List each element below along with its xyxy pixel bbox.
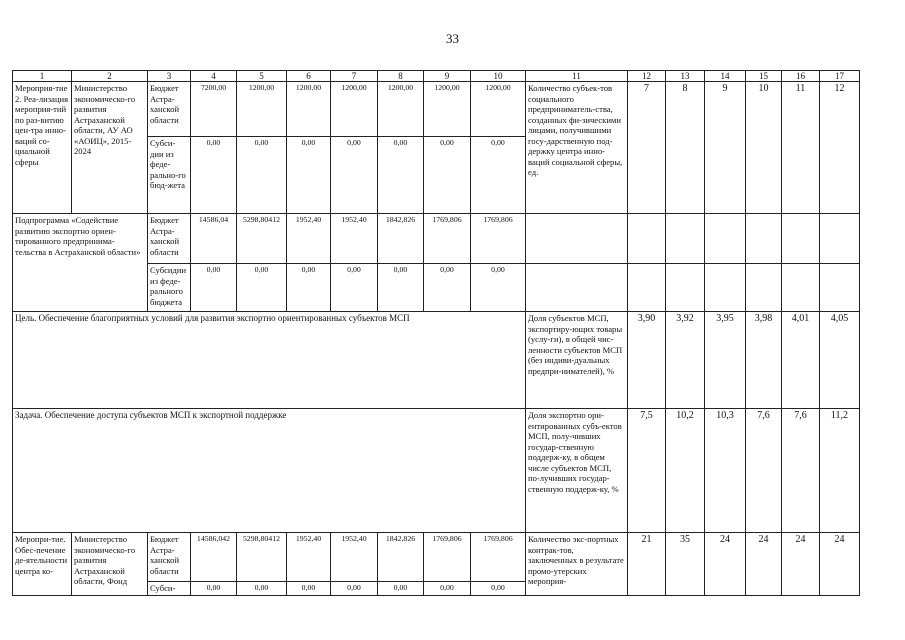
- amount-cell: 0,00: [331, 137, 378, 214]
- header-cell: 17: [820, 71, 860, 82]
- header-cell: 12: [628, 71, 666, 82]
- empty-cell: [746, 264, 782, 312]
- amount-cell: 0,00: [471, 264, 526, 312]
- header-cell: 7: [331, 71, 378, 82]
- amount-cell: 0,00: [424, 582, 471, 596]
- event-executor: Министерство экономическо-го развития Астраханской области, Фонд: [72, 533, 148, 596]
- target-value: 7: [628, 82, 666, 214]
- header-cell: 13: [666, 71, 705, 82]
- amount-cell: 1952,40: [331, 533, 378, 582]
- amount-cell: 0,00: [378, 137, 424, 214]
- amount-cell: 5298,80412: [237, 214, 287, 264]
- header-cell: 6: [287, 71, 331, 82]
- amount-cell: 1769,806: [471, 533, 526, 582]
- event-name: Мероприя-тие 2. Реа-лизация мероприя-тий по раз-витию цен-тра инно-ваций со-циальной сферы: [13, 82, 72, 214]
- subprogram-name: Подпрограмма «Содействие развитию экспортно ориен-тированного предпринима-тельства в Астраханской области»: [13, 214, 148, 312]
- empty-cell: [526, 264, 628, 312]
- header-cell: 8: [378, 71, 424, 82]
- target-value: 24: [746, 533, 782, 596]
- amount-cell: 0,00: [378, 582, 424, 596]
- amount-cell: 0,00: [237, 264, 287, 312]
- amount-cell: 1769,806: [424, 533, 471, 582]
- target-value: 9: [705, 82, 746, 214]
- header-row: [13, 71, 860, 82]
- goal-text: Цель. Обеспечение благоприятных условий для развития экспортно ориентированных субъектов МСП: [13, 312, 526, 409]
- amount-cell: 0,00: [287, 137, 331, 214]
- target-value: 24: [820, 533, 860, 596]
- target-value: 7,6: [782, 409, 820, 533]
- empty-cell: [820, 264, 860, 312]
- header-cell: 4: [191, 71, 237, 82]
- header-cell: 1: [13, 71, 72, 82]
- amount-cell: 1842,826: [378, 214, 424, 264]
- target-value: 3,98: [746, 312, 782, 409]
- indicator-text: Доля экспортно ори-ентированных субъ-ектов МСП, полу-чивших государ-ственную поддерж-ку, в общем числе субъектов МСП, по-лучивших государ-ственную поддерж-ку, %: [526, 409, 628, 533]
- header-cell: 2: [72, 71, 148, 82]
- amount-cell: 0,00: [237, 582, 287, 596]
- event2-row-regional: [13, 82, 860, 137]
- funding-source: Субсидии из феде-рального бюджета: [148, 264, 191, 312]
- funding-source: Субси-дии из феде-рально-го бюд-жета: [148, 137, 191, 214]
- empty-cell: [628, 264, 666, 312]
- task-text: Задача. Обеспечение доступа субъектов МСП к экспортной поддержке: [13, 409, 526, 533]
- amount-cell: 0,00: [424, 264, 471, 312]
- target-value: 12: [820, 82, 860, 214]
- empty-cell: [782, 214, 820, 264]
- amount-cell: 1200,00: [237, 82, 287, 137]
- target-value: 3,95: [705, 312, 746, 409]
- amount-cell: 0,00: [471, 582, 526, 596]
- amount-cell: 1769,806: [471, 214, 526, 264]
- header-cell: 9: [424, 71, 471, 82]
- subprogram-row-regional: [13, 214, 860, 264]
- header-cell: 14: [705, 71, 746, 82]
- empty-cell: [705, 264, 746, 312]
- target-value: 7,6: [746, 409, 782, 533]
- target-value: 3,92: [666, 312, 705, 409]
- amount-cell: 0,00: [471, 137, 526, 214]
- task-row: [13, 409, 860, 533]
- target-value: 10: [746, 82, 782, 214]
- target-value: 4,01: [782, 312, 820, 409]
- target-value: 11,2: [820, 409, 860, 533]
- target-value: 3,90: [628, 312, 666, 409]
- target-value: 24: [782, 533, 820, 596]
- amount-cell: 1200,00: [331, 82, 378, 137]
- empty-cell: [705, 214, 746, 264]
- target-value: 4,05: [820, 312, 860, 409]
- amount-cell: 0,00: [287, 264, 331, 312]
- goal-row: [13, 312, 860, 409]
- amount-cell: 0,00: [191, 582, 237, 596]
- amount-cell: 7200,00: [191, 82, 237, 137]
- header-cell: 5: [237, 71, 287, 82]
- target-value: 10,3: [705, 409, 746, 533]
- amount-cell: 0,00: [378, 264, 424, 312]
- empty-cell: [628, 214, 666, 264]
- indicator-text: Доля субъектов МСП, экспортиру-ющих товары (услу-ги), в общей чис-ленности субъектов МСП (без индиви-дуальных предпри-нимателей), %: [526, 312, 628, 409]
- amount-cell: 14586,042: [191, 533, 237, 582]
- header-cell: 3: [148, 71, 191, 82]
- amount-cell: 0,00: [237, 137, 287, 214]
- amount-cell: 0,00: [287, 582, 331, 596]
- target-value: 10,2: [666, 409, 705, 533]
- amount-cell: 5298,80412: [237, 533, 287, 582]
- header-cell: 10: [471, 71, 526, 82]
- empty-cell: [666, 264, 705, 312]
- funding-source: Бюджет Астра-ханской области: [148, 214, 191, 264]
- indicator-text: Количество экс-портных контрак-тов, заключенных в результате промо-утерских мероприя-: [526, 533, 628, 596]
- header-cell: 11: [526, 71, 628, 82]
- event-name: Меропри-тие. Обес-печение де-ятельности центра ко-: [13, 533, 72, 596]
- empty-cell: [526, 214, 628, 264]
- funding-source: Бюджет Астра-ханской области: [148, 82, 191, 137]
- amount-cell: 1952,40: [287, 533, 331, 582]
- amount-cell: 0,00: [331, 264, 378, 312]
- empty-cell: [666, 214, 705, 264]
- empty-cell: [782, 264, 820, 312]
- amount-cell: 14586,04: [191, 214, 237, 264]
- amount-cell: 0,00: [191, 264, 237, 312]
- target-value: 11: [782, 82, 820, 214]
- funding-source: Субси-: [148, 582, 191, 596]
- amount-cell: 1200,00: [424, 82, 471, 137]
- empty-cell: [820, 214, 860, 264]
- amount-cell: 1769,806: [424, 214, 471, 264]
- indicator-text: Количество субъек-тов социального предприниматель-ства, созданных фи-зическими лицами, получившими госу-дарственную под-держку центра инно-ваций социальной сферы, ед.: [526, 82, 628, 214]
- amount-cell: 0,00: [424, 137, 471, 214]
- amount-cell: 1200,00: [378, 82, 424, 137]
- event-executor: Министерство экономическо-го развития Астраханской области, АУ АО «АОИЦ», 2015-2024: [72, 82, 148, 214]
- header-cell: 15: [746, 71, 782, 82]
- empty-cell: [746, 214, 782, 264]
- amount-cell: 1842,826: [378, 533, 424, 582]
- amount-cell: 0,00: [331, 582, 378, 596]
- amount-cell: 1952,40: [331, 214, 378, 264]
- target-value: 24: [705, 533, 746, 596]
- amount-cell: 1200,00: [287, 82, 331, 137]
- program-table: [12, 70, 860, 596]
- funding-source: Бюджет Астра-ханской области: [148, 533, 191, 582]
- amount-cell: 1200,00: [471, 82, 526, 137]
- amount-cell: 0,00: [191, 137, 237, 214]
- page-number: 33: [446, 31, 459, 46]
- header-cell: 16: [782, 71, 820, 82]
- amount-cell: 1952,40: [287, 214, 331, 264]
- event-center-row-regional: [13, 533, 860, 582]
- target-value: 7,5: [628, 409, 666, 533]
- target-value: 35: [666, 533, 705, 596]
- target-value: 8: [666, 82, 705, 214]
- target-value: 21: [628, 533, 666, 596]
